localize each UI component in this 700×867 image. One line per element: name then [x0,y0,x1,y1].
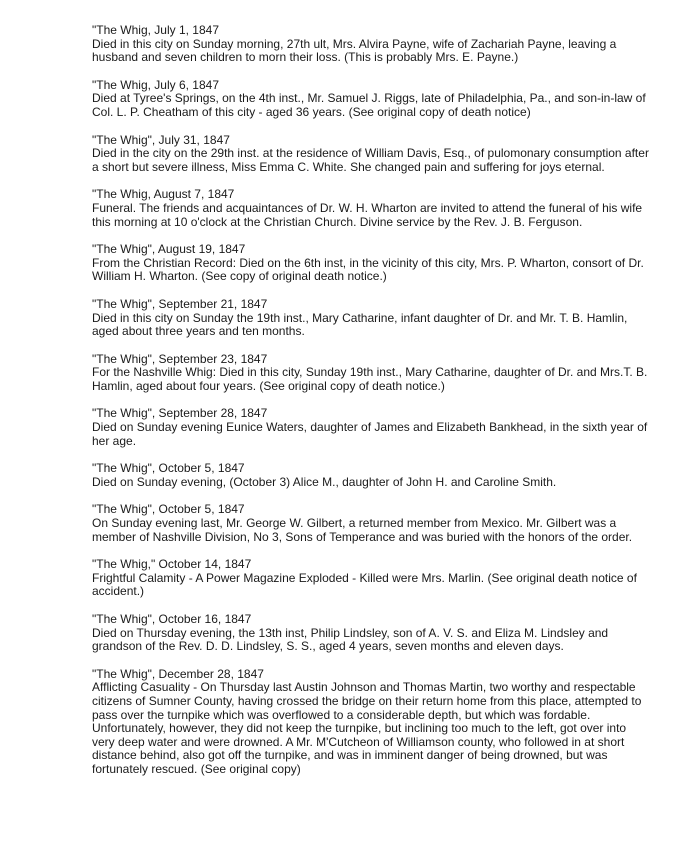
notice-entry [92,188,652,229]
notice-entry [92,668,652,777]
notice-text: Frightful Calamity - A Power Magazine Exploded - Killed were Mrs. Marlin. (See original death notice of accident.) [92,570,637,599]
notice-entry [92,503,652,544]
notice-header: "The Whig", September 28, 1847 [92,406,268,421]
notice-header: "The Whig, July 1, 1847 [92,23,219,37]
notice-header: "The Whig", December 28, 1847 [92,666,264,681]
notice-header: "The Whig, August 7, 1847 [92,187,235,202]
notice-text: Funeral. The friends and acquaintances of Dr. W. H. Wharton are invited to attend the funeral of his wife this morning at 10 o'clock at the Christian Church. Divine service by the Rev. J. B. Ferguson. [92,200,643,229]
notice-entry [92,407,652,448]
notice-text: For the Nashville Whig: Died in this city, Sunday 19th inst., Mary Catharine, daughter of Dr. and Mrs.T. B. Hamlin, aged about four years. (See original copy of death notice.) [92,365,648,393]
notice-header: "The Whig", August 19, 1847 [92,242,246,257]
notice-text: Afflicting Casuality - On Thursday last Austin Johnson and Thomas Martin, two worthy and respectable citizens of Sumner County, having crossed the bridge on their return home from this place, attempted to pass over the turnpike which was overflowed to a considerable depth, but which was fordable. Unfortunately, however, they did not keep the turnpike, but inclining too much to the left, got over into very deep water and were drowned. A Mr. M'Cutcheon of Williamson county, who followed in at short distance behind, also got off the turnpike, and was in imminent danger of being drowned, but was fortunately rescued. (See original copy) [92,680,642,776]
notice-text: Died on Sunday evening, (October 3) Alice M., daughter of John H. and Caroline Smith. [92,474,557,489]
notice-header: "The Whig", July 31, 1847 [92,132,230,147]
notice-header: "The Whig", October 16, 1847 [92,612,252,626]
notice-text: Died on Sunday evening Eunice Waters, daughter of James and Elizabeth Bankhead, in the sixth year of her age. [92,420,648,448]
notice-text: Died in this city on Sunday the 19th inst., Mary Catharine, infant daughter of Dr. and Mr. T. B. Hamlin, aged about three years and ten months. [92,310,628,339]
notice-entry [92,353,652,394]
notice-header: "The Whig", September 21, 1847 [92,296,268,311]
notice-header: "The Whig, July 6, 1847 [92,77,219,92]
notice-entry [92,558,652,599]
notice-text: Died in this city on Sunday morning, 27th ult, Mrs. Alvira Payne, wife of Zachariah Payne, leaving a husband and seven children to morn their loss. (This is probably Mrs. E. Payne.) [92,36,617,65]
notice-entry [92,24,652,65]
notice-entry [92,462,652,489]
document-page [92,24,652,791]
notice-header: "The Whig", September 23, 1847 [92,351,268,366]
notice-text: From the Christian Record: Died on the 6th inst, in the vicinity of this city, Mrs. P. Wharton, consort of Dr. William H. Wharton. (See copy of original death notice.) [92,255,644,284]
notice-text: Died at Tyree's Springs, on the 4th inst., Mr. Samuel J. Riggs, late of Philadelphia, Pa., and son-in-law of Col. L. P. Cheatham of this city - aged 36 years. (See original copy of death notice) [92,91,646,119]
notice-header: "The Whig", October 5, 1847 [92,502,245,517]
notice-text: Died in the city on the 29th inst. at the residence of William Davis, Esq., of pulomonary consumption after a short but severe illness, Miss Emma C. White. She changed pain and suffering for joys eternal. [92,146,649,174]
notice-entry [92,134,652,175]
notice-entry [92,243,652,284]
notice-header: "The Whig", October 5, 1847 [92,461,245,476]
notice-entry [92,613,652,654]
notice-header: "The Whig," October 14, 1847 [92,557,252,572]
notice-text: On Sunday evening last, Mr. George W. Gilbert, a returned member from Mexico. Mr. Gilbert was a member of Nashville Division, No 3, Sons of Temperance and was buried with the honors of the order. [92,516,633,544]
notice-entry [92,298,652,339]
notice-text: Died on Thursday evening, the 13th inst, Philip Lindsley, son of A. V. S. and Eliza M. Lindsley and grandson of the Rev. D. D. Lindsley, S. S., aged 4 years, seven months and eleven days. [92,625,609,654]
notice-entry [92,79,652,120]
